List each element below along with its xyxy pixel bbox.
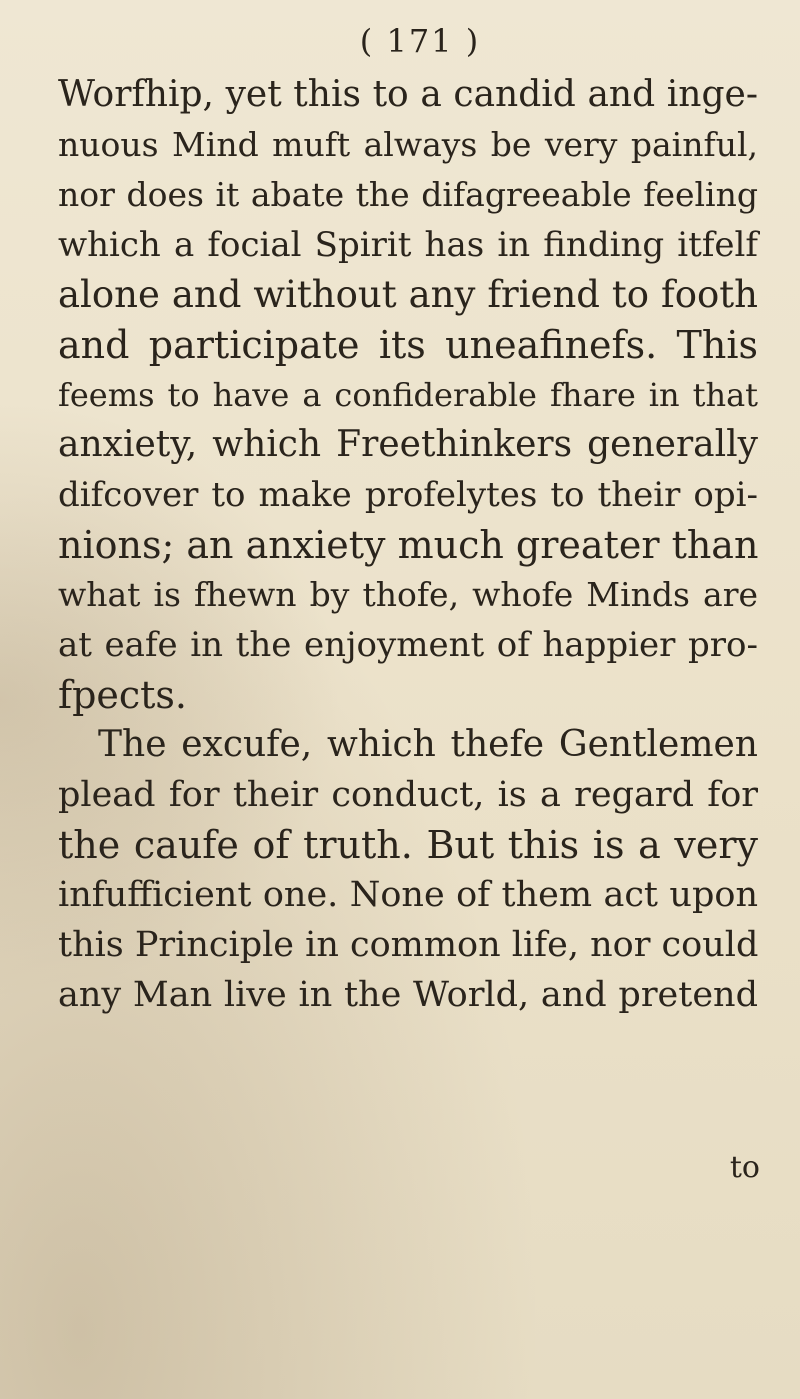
- text-line: fpects.: [58, 673, 188, 717]
- text-line: Worfhip, yet this to a candid and inge-: [58, 74, 758, 115]
- text-line: difcover to make profelytes to their opi-: [58, 475, 758, 515]
- text-line: any Man live in the World, and pretend: [58, 975, 758, 1015]
- text-line: this Principle in common life, nor could: [58, 925, 759, 965]
- text-line: nuous Mind muft always be very painful,: [58, 125, 758, 164]
- text-line: nor does it abate the difagreeable feeling: [58, 175, 758, 214]
- text-line: plead for their conduct, is a regard for: [58, 775, 758, 815]
- text-line: anxiety, which Freethinkers generally: [58, 424, 758, 465]
- text-line: what is fhewn by thofe, whofe Minds are: [58, 575, 758, 614]
- catchword: to: [729, 1150, 760, 1185]
- text-line: which a focial Spirit has in finding itfelf: [58, 225, 758, 265]
- text-line: nions; an anxiety much greater than: [58, 523, 759, 567]
- text-line: alone and without any friend to footh: [58, 273, 758, 316]
- text-line: feems to have a confiderable fhare in that: [58, 376, 758, 414]
- page-number-header: ( 171 ): [359, 22, 481, 60]
- body-text: [58, 70, 758, 1020]
- text-line: at eafe in the enjoyment of happier pro-: [58, 625, 758, 665]
- text-line: infufficient one. None of them act upon: [58, 875, 758, 915]
- text-line: The excufe, which thefe Gentlemen: [98, 724, 758, 765]
- text-line: and participate its uneafinefs. This: [58, 323, 758, 367]
- text-line: the caufe of truth. But this is a very: [58, 823, 758, 867]
